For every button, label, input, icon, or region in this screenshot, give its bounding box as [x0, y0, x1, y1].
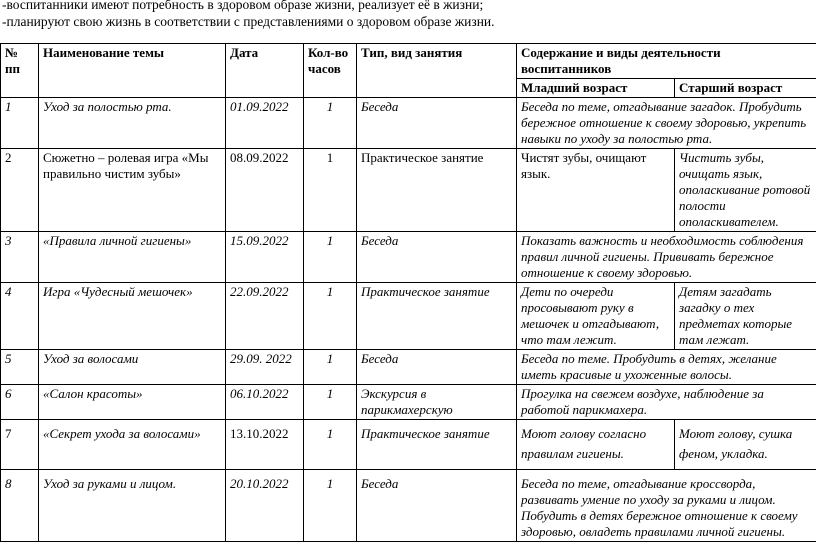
- table-row: [1, 98, 816, 149]
- row-hours: 1: [304, 350, 357, 385]
- row-hours: 1: [304, 232, 357, 283]
- row-type: Практическое занятие: [357, 283, 517, 350]
- row-num: 4: [1, 283, 39, 350]
- row-type: Практическое занятие: [357, 420, 517, 470]
- row-topic: Игра «Чудесный мешочек»: [39, 283, 226, 350]
- table-row: [1, 385, 816, 420]
- table-row: [1, 149, 816, 232]
- row-date: 06.10.2022: [226, 385, 304, 420]
- row-senior: Детям загадать загадку о тех предметах которые там лежат.: [675, 283, 816, 350]
- row-hours: 1: [304, 385, 357, 420]
- table-row: [1, 420, 816, 470]
- row-type: Беседа: [357, 232, 517, 283]
- intro-line-1: -воспитанники имеют потребность в здоровом образе жизни, реализует её в жизни;: [2, 0, 812, 13]
- header-junior: Младший возраст: [517, 79, 675, 98]
- row-date: 20.10.2022: [226, 470, 304, 542]
- row-hours: 1: [304, 149, 357, 232]
- row-num: 8: [1, 470, 39, 542]
- row-hours: 1: [304, 283, 357, 350]
- header-num: № пп: [1, 44, 39, 98]
- row-topic: «Салон красоты»: [39, 385, 226, 420]
- row-junior: Чистят зубы, очищают язык.: [517, 149, 675, 232]
- row-type: Экскурсия в парикмахерскую: [357, 385, 517, 420]
- row-num: 7: [1, 420, 39, 470]
- row-junior: Дети по очереди просовывают руку в мешочек и отгадывают, что там лежит.: [517, 283, 675, 350]
- row-num: 6: [1, 385, 39, 420]
- header-topic: Наименование темы: [39, 44, 226, 98]
- intro-text: [2, 0, 812, 30]
- row-date: 15.09.2022: [226, 232, 304, 283]
- row-topic: «Правила личной гигиены»: [39, 232, 226, 283]
- row-topic: Уход за волосами: [39, 350, 226, 385]
- intro-line-2: -планируют свою жизнь в соответствии с представлениями о здоровом образе жизни.: [2, 13, 812, 30]
- row-date: 22.09.2022: [226, 283, 304, 350]
- row-hours: 1: [304, 470, 357, 542]
- row-senior: Моют голову, сушка феном, укладка.: [675, 420, 816, 470]
- row-topic: Сюжетно – ролевая игра «Мы правильно чистим зубы»: [39, 149, 226, 232]
- header-hours: Кол-во часов: [304, 44, 357, 98]
- row-senior: Чистить зубы, очищать язык, ополаскивание ротовой полости ополаскивателем.: [675, 149, 816, 232]
- row-num: 5: [1, 350, 39, 385]
- header-content: Содержание и виды деятельности воспитанников: [517, 44, 816, 79]
- row-num: 2: [1, 149, 39, 232]
- row-type: Беседа: [357, 98, 517, 149]
- row-hours: 1: [304, 98, 357, 149]
- row-topic: «Секрет ухода за волосами»: [39, 420, 226, 470]
- row-date: 13.10.2022: [226, 420, 304, 470]
- table-row: [1, 350, 816, 385]
- row-type: Практическое занятие: [357, 149, 517, 232]
- lesson-plan-table: [0, 43, 816, 542]
- header-type: Тип, вид занятия: [357, 44, 517, 98]
- row-content: Беседа по теме. Пробудить в детях, желание иметь красивые и ухоженные волосы.: [517, 350, 816, 385]
- row-content: Беседа по теме, отгадывание кроссворда, развивать умение по уходу за руками и лицом. Побудить в детях бережное отношение к своему здоровью, овладеть правилами личной гигиены.: [517, 470, 816, 542]
- row-type: Беседа: [357, 470, 517, 542]
- row-topic: Уход за полостью рта.: [39, 98, 226, 149]
- table-row: [1, 232, 816, 283]
- header-row: [1, 44, 816, 79]
- row-date: 01.09.2022: [226, 98, 304, 149]
- row-content: Прогулка на свежем воздухе, наблюдение за работой парикмахера.: [517, 385, 816, 420]
- row-date: 08.09.2022: [226, 149, 304, 232]
- row-junior: Моют голову согласно правилам гигиены.: [517, 420, 675, 470]
- row-content: Показать важность и необходимость соблюдения правил личной гигиены. Прививать бережное отношение к своему здоровью.: [517, 232, 816, 283]
- header-senior: Старший возраст: [675, 79, 816, 98]
- header-date: Дата: [226, 44, 304, 98]
- row-date: 29.09. 2022: [226, 350, 304, 385]
- row-hours: 1: [304, 420, 357, 470]
- row-num: 3: [1, 232, 39, 283]
- row-content: Беседа по теме, отгадывание загадок. Пробудить бережное отношение к своему здоровью, укрепить навыки по уходу за полостью рта.: [517, 98, 816, 149]
- row-topic: Уход за руками и лицом.: [39, 470, 226, 542]
- row-num: 1: [1, 98, 39, 149]
- table-row: [1, 283, 816, 350]
- row-type: Беседа: [357, 350, 517, 385]
